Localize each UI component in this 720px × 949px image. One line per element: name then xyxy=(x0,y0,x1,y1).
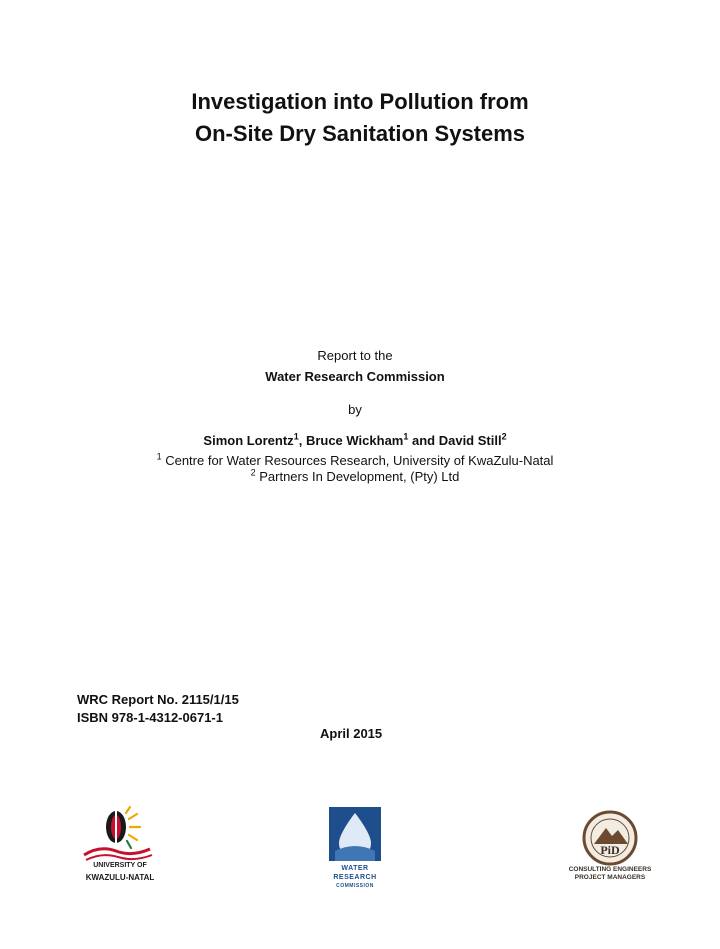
pid-monogram: PiD xyxy=(600,843,620,857)
ukzn-shield-icon xyxy=(70,805,170,863)
title-line-2: On-Site Dry Sanitation Systems xyxy=(194,121,526,146)
author-affiliation-marker: 1 xyxy=(293,431,299,442)
authors-line xyxy=(0,433,710,448)
title-line-1: Investigation into Pollution from xyxy=(191,89,529,114)
author-affiliation-marker: 2 xyxy=(501,431,507,442)
author-name: Simon Lorentz xyxy=(203,433,294,448)
wrc-logo-line-3: COMMISSION xyxy=(336,883,374,889)
commission-name: Water Research Commission xyxy=(265,369,445,384)
water-drop-icon xyxy=(325,805,385,863)
wrc-logo-line-1: WATER xyxy=(341,865,369,872)
report-number: WRC Report No. 2115/1/15 xyxy=(77,692,239,707)
author-name: Bruce Wickham xyxy=(305,433,404,448)
pid-logo-line-1: CONSULTING ENGINEERS xyxy=(568,866,652,873)
report-to-label: Report to the xyxy=(317,348,393,363)
wrc-logo-line-2: RESEARCH xyxy=(333,874,377,881)
author-name: David Still xyxy=(438,433,502,448)
publication-date: April 2015 xyxy=(320,726,383,741)
affiliation-text: Partners In Development, (Pty) Ltd xyxy=(259,469,460,484)
ukzn-logo-line-1: UNIVERSITY OF xyxy=(93,862,147,869)
affiliation-2 xyxy=(0,469,710,484)
document-title xyxy=(0,86,720,150)
author-separator: and xyxy=(408,433,439,448)
author-affiliation-marker: 1 xyxy=(403,431,409,442)
affiliation-marker: 2 xyxy=(250,467,256,478)
ukzn-logo xyxy=(70,805,170,900)
pid-logo xyxy=(560,810,660,890)
ukzn-logo-line-2: KWAZULU-NATAL xyxy=(85,873,155,882)
wrc-logo xyxy=(325,805,385,895)
affiliation-marker: 1 xyxy=(156,451,162,462)
pid-logo-line-2: PROJECT MANAGERS xyxy=(574,874,646,881)
author-separator: , xyxy=(298,433,306,448)
affiliation-text: Centre for Water Resources Research, University of KwaZulu-Natal xyxy=(165,453,554,468)
pid-emblem-icon xyxy=(560,810,660,866)
affiliation-1 xyxy=(0,453,710,468)
isbn: ISBN 978-1-4312-0671-1 xyxy=(77,710,223,725)
by-label: by xyxy=(348,402,362,417)
